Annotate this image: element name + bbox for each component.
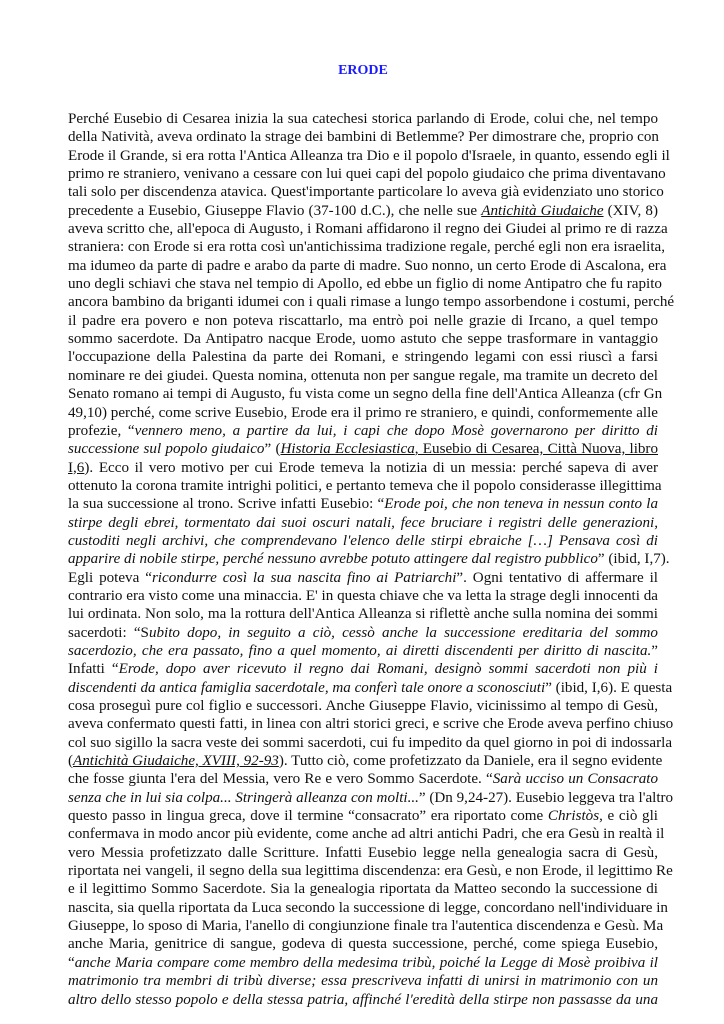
text-line [68,697,658,715]
citation-text: , Eusebio di Cesarea, Città Nuova, libro [414,441,659,458]
document-page [68,62,675,1009]
text-line [68,715,674,733]
text-segment: ottenuto la corona tramite intrighi politici, e pertanto temeva che il popolo considerasse illegittima [68,477,662,494]
text-segment: riportata nei vangeli, il segno della sua legittima discendenza: era Gesù, e non Erode, il legittimo Re [68,863,673,880]
text-segment: anche Maria, genitrice di sangue, godeva di questa successione, perché, come spiega Eusebio, [68,936,658,953]
text-line [68,679,673,697]
text-line [68,587,658,605]
text-line [68,917,664,935]
text-segment: Senato romano ai tempi di Augusto, fu vista come un segno della fine dell'Antica Alleanza (cfr Gn [68,386,663,403]
text-segment: questo passo in lingua greca, dove il termine “consacrato” era riportato come [68,808,548,825]
text-segment: col suo sigillo la sacra veste dei sommi sacerdoti, cui fu impedito da quel giorno in poi di indossarla [68,734,673,751]
text-segment: sommo sacerdote. Da Antipatro nacque Erode, uomo astuto che seppe trasformare in vantaggio [68,331,658,348]
text-line [68,660,658,678]
italic-text: successione sul popolo giudaico [68,441,265,458]
text-line [68,844,658,862]
text-line [68,440,658,458]
text-line [68,110,658,128]
text-line [68,477,662,495]
text-segment: Infatti “ [68,661,119,678]
italic-text: stirpe degli ebrei, tormentato dai suoi oscuri natali, fece bruciare i registri delle generazioni, [68,514,658,531]
text-line [68,862,673,880]
italic-text: Christòs [547,808,600,825]
text-line [68,367,658,385]
document-body [68,110,675,1009]
text-line [68,991,658,1009]
citation-text: I,6 [68,459,85,476]
text-segment: ancora bambino da briganti idumei con i quali rimase a lungo tempo assorbendone i costumi, perché [68,294,675,311]
text-line [68,770,658,788]
text-segment: profezie, “ [68,422,135,439]
text-segment: Perché Eusebio di Cesarea inizia la sua catechesi storica parlando di Erode, colui che, nel tempo [68,111,658,127]
text-line [68,550,670,568]
text-segment: della Natività, aveva ordinato la strage dei bambini di Betlemme? Per dimostrare che, proprio con [68,129,659,146]
text-line [68,202,658,220]
text-line [68,147,670,165]
text-line [68,972,658,990]
text-line [68,183,664,201]
text-segment: , e ciò gli [599,808,658,825]
text-line [68,220,668,238]
text-line [68,165,666,183]
text-line [68,422,658,440]
text-segment: ”. Ogni tentativo di affermare il [456,569,658,586]
text-segment: contrario era visto come una minaccia. E' in questa chiave che va letta la strage degli innocenti da [68,587,658,604]
citation-text: Antichità Giudaiche [481,202,604,219]
text-segment: ” (ibid, I,6). E questa [545,679,673,696]
text-segment: 49,10) perché, come scrive Eusebio, Erode era il primo re straniero, e quindi, conformemente alle [68,404,658,421]
text-segment: sacerdoti: “S [68,624,149,641]
text-segment: nominare re dei giudei. Questa nomina, ottenuta non per sangue regale, ma tramite un decreto del [68,367,658,384]
italic-text: senza che in lui sia colpa... Stringerà alleanza con molti... [68,789,419,806]
text-line [68,238,665,256]
citation-text: Antichità Giudaiche, XVIII, 92-93 [73,753,279,770]
text-line [68,807,658,825]
text-line [68,293,675,311]
text-segment: l'occupazione della Palestina da parte dei Romani, e stringendo legami con essi riuscì a farsi [68,349,658,366]
text-segment: e il legittimo Sommo Sacerdote. Sia la genealogia riportata da Matteo secondo la successione di [68,881,658,898]
text-segment: uno degli schiavi che stava nel tempio di Apollo, ed ebbe un figlio di nome Antipatro che fu rapito [68,276,662,293]
text-line [68,789,674,807]
italic-text: ricondurre così la sua nascita fino ai Patriarchi [151,569,457,586]
italic-text: Sarà ucciso un Consacrato [492,771,658,788]
text-segment: vero Messia profetizzato dalle Scritture. Infatti Eusebio legge nella genealogia sacra di Gesù, [68,844,658,861]
text-line [68,880,658,898]
text-line [68,532,658,550]
text-segment: tali solo per discendenza atavica. Quest'importante particolare lo aveva già evidenziato uno storico [68,184,664,201]
document-title: ERODE [338,63,388,78]
text-segment: ” (Dn 9,24-27). Eusebio leggeva tra l'altro [418,789,674,806]
text-line [68,404,658,422]
italic-text: custoditi negli archivi, che comprendevano l'elenco delle stirpi ebraiche […] Pensava così di [68,532,658,549]
text-segment: confermava in modo ancor più evidente, come anche ad altri antichi Padri, che era Gesù in realtà il [68,826,665,843]
citation-text: Historia Ecclesiastica [280,441,415,458]
text-line [68,257,667,275]
text-line [68,734,673,752]
text-line [68,312,658,330]
italic-text: anche Maria compare come membro della medesima tribù, poiché la Legge di Mosè proibiva il [74,954,658,971]
text-segment: aveva scritto che, all'epoca di Augusto, i Romani affidarono il regno dei Giudei al primo re di razza [68,221,668,238]
italic-text: matrimonio tra membri di tribù diverse; essa prescriveva infatti di unirsi in matrimonio con un [68,973,658,990]
text-line [68,459,658,477]
text-segment: che fosse giunta l'era del Messia, vero Re e vero Sommo Sacerdote. “ [68,771,493,788]
italic-text: discendenti da antica famiglia sacerdotale, ma conferì tale onore a sconosciuti [68,679,546,696]
text-segment: Egli poteva “ [68,569,152,586]
italic-text: ubito dopo, in seguito a ciò, cessò anche la successione ereditaria del sommo [148,624,658,641]
italic-text: Erode poi, che non teneva in nessun conto la [384,496,658,513]
text-line [68,330,658,348]
text-line [68,954,658,972]
text-line [68,514,658,532]
text-line [68,385,663,403]
text-line [68,642,658,660]
text-segment: ” [651,642,658,659]
italic-text: Erode, dopo aver ricevuto il regno dai Romani, designò sommi sacerdoti non più i [118,661,658,678]
text-segment: aveva confermato questi fatti, in linea con altri storici greci, e scrive che Erode aveva perfino chiuso [68,716,674,733]
text-line [68,752,663,770]
italic-text: vennero meno, a partire da lui, i capi che dopo Mosè governarono per diritto di [134,422,658,439]
text-segment: ). Tutto ciò, come profetizzato da Daniele, era il segno evidente [278,753,663,770]
text-segment: “ [68,954,75,971]
text-line [68,128,658,146]
italic-text: sacerdozio, che era passato, fino a quel momento, ai diretti discendenti per diritto di nascita. [68,642,652,659]
text-segment: (XIV, 8) [603,202,658,219]
text-line [68,825,665,843]
text-segment: Giuseppe, lo sposo di Maria, l'anello di congiunzione finale tra l'autentica discendenza e Gesù. Ma [68,918,664,935]
text-segment: ( [68,753,74,770]
text-segment: ma idumeo da parte di padre e arabo da parte di madre. Suo nonno, un certo Erode di Ascalona, era [68,257,667,274]
text-segment: primo re straniero, venivano a cessare con lui quei capi del popolo giudaico che prima diventavano [68,166,666,183]
text-line [68,624,658,642]
text-line [68,495,658,513]
text-line [68,605,658,623]
text-segment: cosa proseguì pure col figlio e successori. Anche Giuseppe Flavio, vicinissimo al tempo di Gesù, [68,698,658,714]
text-segment: ). Ecco il vero motivo per cui Erode temeva la notizia di un messia: perché sapeva di aver [84,459,658,476]
italic-text: apparire di nobile stirpe, perché nessuno avrebbe potuto attingere dal registro pubblico [68,551,598,568]
text-line [68,275,662,293]
text-segment: il padre era povero e non poteva riscattarlo, ma entrò poi nelle grazie di Ircano, a quel tempo [68,312,658,329]
text-line [68,935,658,953]
italic-text: altro dello stesso popolo e della stessa patria, affinché l'eredità della stirpe non passasse da una [68,991,658,1008]
text-segment: lui ordinata. Non solo, ma la rottura dell'Antica Alleanza si riflettè anche sulla nomina dei sommi [68,606,658,623]
text-segment: straniera: con Erode si era rotta così un'antichissima tradizione regale, perché egli non era israelita, [68,239,665,256]
text-segment: precedente a Eusebio, Giuseppe Flavio (37-100 d.C.), che nelle sue [68,202,482,219]
text-segment: Erode il Grande, si era rotta l'Antica Alleanza tra Dio e il popolo d'Israele, in quanto, essendo egli il [68,147,670,164]
text-segment: la sua successione al trono. Scrive infatti Eusebio: “ [68,496,385,513]
text-segment: nascita, sia quella riportata da Luca secondo la successione di legge, concordano nell'individuare in [68,899,668,916]
text-line [68,899,668,917]
text-line [68,348,658,366]
text-line [68,569,658,587]
text-segment: ” ( [264,441,281,458]
text-segment: ” (ibid, I,7). [597,551,670,568]
